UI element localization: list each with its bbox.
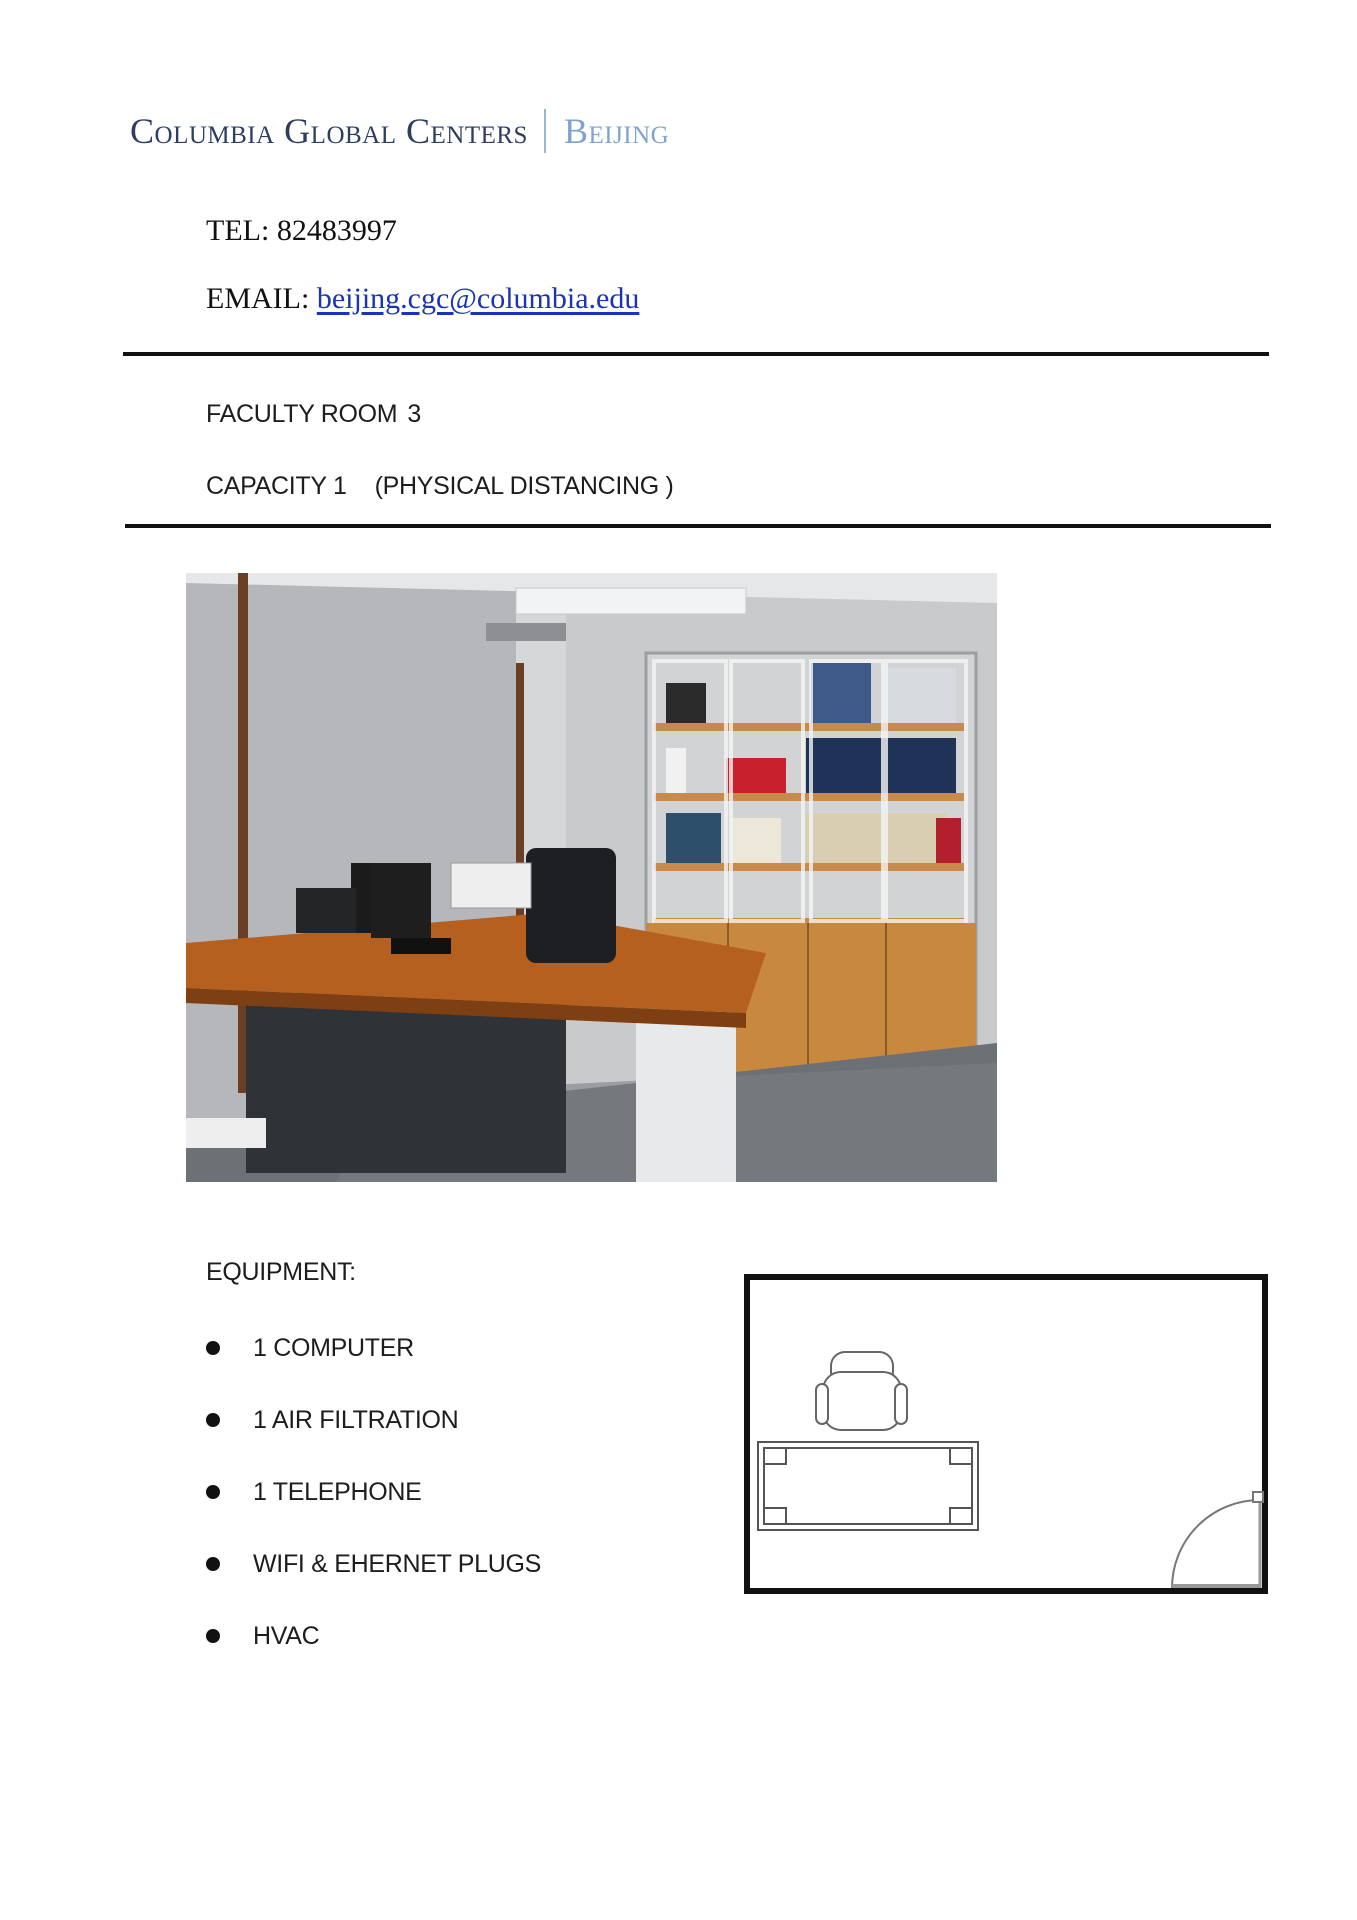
room-label: FACULTY ROOM — [206, 400, 398, 428]
telephone-line — [206, 214, 397, 248]
equipment-item — [206, 1528, 541, 1600]
room-number: 3 — [407, 400, 421, 428]
office-room-photo — [186, 573, 997, 1182]
equipment-item — [206, 1312, 541, 1384]
email-label: EMAIL: — [206, 282, 310, 315]
desk-icon — [758, 1442, 978, 1530]
email-link[interactable]: beijing.cgc@columbia.edu — [316, 282, 640, 315]
logo-org-name: Columbia Global Centers — [130, 111, 528, 151]
equipment-item — [206, 1456, 541, 1528]
capacity-value: CAPACITY 1 — [206, 472, 347, 500]
floor-plan-diagram — [744, 1274, 1268, 1594]
email-line — [206, 282, 639, 316]
equipment-item — [206, 1600, 541, 1672]
equipment-item-label: WIFI & EHERNET PLUGS — [253, 1549, 542, 1578]
equipment-item-label: 1 AIR FILTRATION — [253, 1405, 459, 1434]
capacity-note: (PHYSICAL DISTANCING ) — [374, 472, 674, 500]
bullet-icon — [206, 1413, 220, 1427]
capacity-line — [206, 472, 674, 501]
logo-divider — [544, 109, 546, 153]
equipment-item-label: HVAC — [253, 1621, 320, 1650]
equipment-item-label: 1 TELEPHONE — [253, 1477, 422, 1506]
bullet-icon — [206, 1485, 220, 1499]
room-title — [206, 400, 421, 429]
equipment-item-label: 1 COMPUTER — [253, 1333, 414, 1362]
tel-label: TEL: — [206, 214, 270, 247]
divider-top — [123, 352, 1269, 356]
logo-city-name: Beijing — [563, 111, 670, 151]
equipment-list — [206, 1312, 541, 1672]
bullet-icon — [206, 1341, 220, 1355]
bullet-icon — [206, 1629, 220, 1643]
equipment-title: EQUIPMENT: — [206, 1258, 356, 1286]
bullet-icon — [206, 1557, 220, 1571]
equipment-item — [206, 1384, 541, 1456]
divider-bottom — [125, 524, 1271, 528]
columbia-global-centers-logo — [130, 108, 669, 154]
tel-value: 82483997 — [276, 214, 397, 247]
